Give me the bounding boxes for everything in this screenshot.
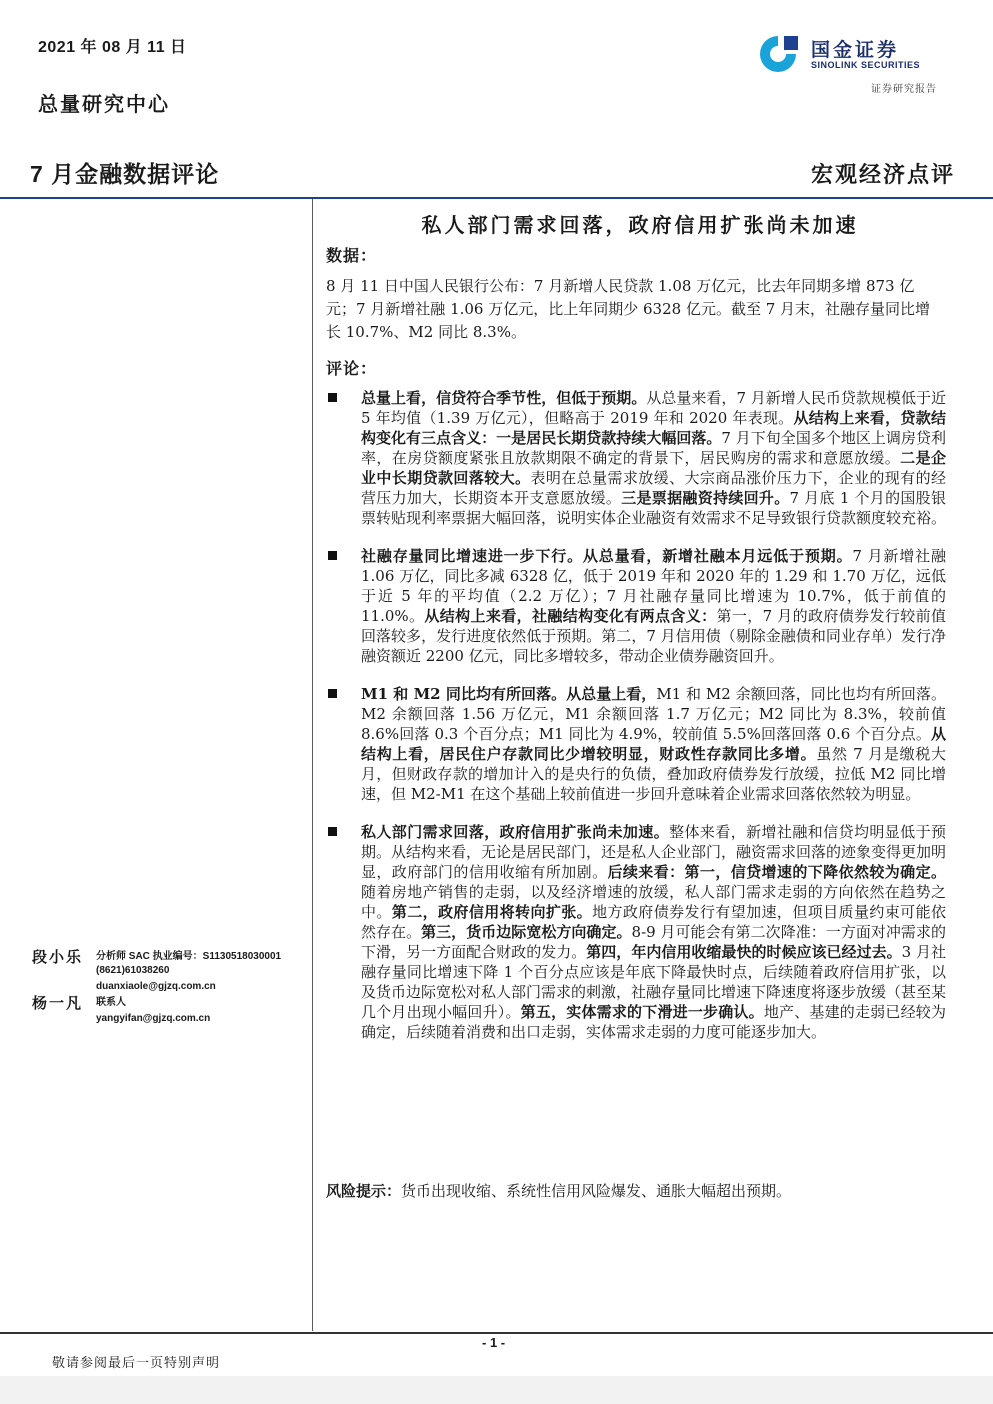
comment-text: 从总量来看，7 月新增人民币贷款规模低于近 5 年均值（1.39 万亿元），但略高于 2019 年和 2020 年表现。 bbox=[361, 389, 946, 427]
comment-item bbox=[326, 684, 946, 804]
comment-text: 第一，7 月的政府债券发行较前值回落较多，发行进度依然低于预期。第二，7 月信用债（剔除金融债和同业存单）发行净融资额近 2200 亿元，同比多增较多，带动企业债券融资回升。 bbox=[361, 607, 946, 665]
bullet-square-icon bbox=[328, 551, 337, 560]
report-date: 2021 年 08 月 11 日 bbox=[38, 39, 187, 56]
comment-text: 3 月社融存量同比增速下降 1 个百分点应该是年底下降最快时点，后续随着政府信用扩张，以及货币边际宽松对私人部门需求的刺激，社融存量同比增速下降速度将逐步放缓（甚至某几个月出现小幅回升）。 bbox=[361, 943, 947, 1021]
comment-text: M1 和 M2 余额回落，同比也均有所回落。M2 余额回落 1.56 万亿元，M1 余额回落 1.7 万亿元；M2 同比为 8.3%，较前值 8.6%回落 0.3 个百分点；M1 同比为 4.9%，较前值 5.5%回落回落 0.6 个百分点。 bbox=[361, 685, 946, 743]
comment-text: 整体来看，新增社融和信贷均明显低于预期。从结构来看，无论是居民部门，还是私人企业部门，融资需求回落的迹象变得更加明显，政府部门的信用收缩有所加剧。 bbox=[361, 823, 947, 881]
report-title: 7 月金融数据评论 bbox=[30, 161, 220, 187]
comment-bold: 社融存量同比增速进一步下行。从总量看，新增社融本月远低于预期。 bbox=[361, 547, 853, 565]
contact-name: 杨一凡 bbox=[32, 994, 84, 1012]
analyst-email[interactable]: duanxiaole@gjzq.com.cn bbox=[96, 981, 216, 992]
risk-label: 风险提示： bbox=[326, 1182, 402, 1200]
comment-text: 地产、基建的走弱已经较为确定，后续随着消费和出口走弱，实体需求走弱的力度可能逐步加大。 bbox=[361, 1003, 946, 1041]
footer-disclaimer: 敬请参阅最后一页特别声明 bbox=[52, 1356, 221, 1371]
risk-text: 货币出现收缩、系统性信用风险爆发、通胀大幅超出预期。 bbox=[401, 1182, 792, 1200]
contact-title: 联系人 bbox=[96, 997, 126, 1008]
comment-item bbox=[326, 388, 946, 528]
comment-bold: 第四，年内信用收缩最快的时候应该已经过去。 bbox=[586, 943, 902, 961]
headline: 私人部门需求回落，政府信用扩张尚未加速 bbox=[421, 213, 859, 237]
logo-en-text: SINOLINK SECURITIES bbox=[811, 60, 921, 70]
report-subtag: 证券研究报告 bbox=[871, 84, 937, 95]
comment-text: 7 月下旬全国多个地区上调房贷利率，在房贷额度紧张且放款期限不确定的背景下，居民购房的需求和意愿放缓。 bbox=[361, 429, 946, 467]
comment-text: 8-9 月可能会有第二次降准：一方面对冲需求的下滑，另一方面配合财政的发力。 bbox=[361, 923, 946, 961]
footer-divider bbox=[0, 1332, 993, 1334]
comment-item bbox=[326, 546, 946, 666]
comment-bold: 第三，货币边际宽松方向确定。 bbox=[421, 923, 632, 941]
data-paragraph: 8 月 11 日中国人民银行公布：7 月新增人民贷款 1.08 万亿元，比去年同期多增 873 亿元；7 月新增社融 1.06 万亿元，比上年同期少 6328 亿元。截至 7 月末，社融存量同比增长 10.7%、M2 同比 8.3%。 bbox=[326, 277, 931, 341]
comment-text: 7 月底 1 个月的国股银票转贴现利率票据大幅回落，说明实体企业融资有效需求不足导致银行贷款额度较充裕。 bbox=[361, 489, 947, 527]
comment-bold: 后续来看：第一，信贷增速的下降依然较为确定。 bbox=[607, 863, 946, 881]
bullet-square-icon bbox=[328, 689, 337, 698]
comment-list bbox=[326, 388, 946, 1042]
comment-text: 表明在总量需求放缓、大宗商品涨价压力下，企业的现有的经营压力加大，长期资本开支意愿放缓。 bbox=[361, 469, 946, 507]
report-type: 宏观经济点评 bbox=[810, 162, 955, 188]
comment-text: 随着房地产销售的走弱，以及经济增速的放缓，私人部门需求走弱的方向依然在趋势之中。 bbox=[361, 883, 946, 921]
analyst-name: 段小乐 bbox=[32, 948, 84, 966]
data-heading: 数据： bbox=[326, 246, 378, 265]
contact-info bbox=[96, 996, 306, 1026]
logo-cn-text: 国金证券 bbox=[811, 40, 900, 61]
comment-bold: 总量上看，信贷符合季节性，但低于预期。 bbox=[361, 389, 647, 407]
comment-bold: 二是企业中长期贷款回落较大。 bbox=[361, 449, 946, 487]
comment-bold: 从结构上来看，社融结构变化有两点含义： bbox=[424, 607, 717, 625]
comment-text: 地方政府债券发行有望加速，但项目质量约束可能依然存在。 bbox=[361, 903, 946, 941]
column-divider bbox=[312, 199, 313, 1331]
risk-note bbox=[326, 1180, 791, 1201]
analyst-info bbox=[96, 950, 306, 994]
comment-bold: 从结构上看，居民住户存款同比少增较明显，财政性存款同比多增。 bbox=[361, 725, 946, 763]
footer-band bbox=[0, 1376, 993, 1404]
comment-item bbox=[326, 822, 946, 1042]
logo-mark-icon bbox=[756, 32, 808, 76]
contact-email[interactable]: yangyifan@gjzq.com.cn bbox=[96, 1013, 211, 1024]
bullet-square-icon bbox=[328, 393, 337, 402]
comment-bold: 第二，政府信用将转向扩张。 bbox=[391, 903, 593, 921]
header-divider bbox=[0, 197, 993, 199]
bullet-square-icon bbox=[328, 827, 337, 836]
comment-bold: 私人部门需求回落，政府信用扩张尚未加速。 bbox=[361, 823, 670, 841]
page-number: - 1 - bbox=[482, 1335, 506, 1350]
comment-bold: M1 和 M2 同比均有所回落。从总量上看， bbox=[361, 685, 657, 703]
comment-bold: 第五，实体需求的下滑进一步确认。 bbox=[520, 1003, 764, 1021]
comment-text: 7 月新增社融 1.06 万亿，同比多减 6328 亿，低于 2019 年和 2020 年的 1.29 和 1.70 万亿，远低于近 5 年的平均值（2.2 万亿）；7 月社融存量同比增速为 10.7%，低于前值的 11.0%。 bbox=[361, 547, 946, 625]
analyst-phone: (8621)61038260 bbox=[96, 965, 170, 976]
analyst-title: 分析师 SAC 执业编号：S1130518030001 bbox=[96, 951, 282, 962]
research-center-label: 总量研究中心 bbox=[38, 92, 170, 116]
comment-bold: 三是票据融资持续回升。 bbox=[621, 489, 790, 507]
comment-heading: 评论： bbox=[326, 359, 378, 378]
comment-bold: 从结构上来看，贷款结构变化有三点含义：一是居民长期贷款持续大幅回落。 bbox=[361, 409, 946, 447]
comment-text: 虽然 7 月是缴税大月，但财政存款的增加计入的是央行的负债，叠加政府债券发行放缓，拉低 M2 同比增速，但 M2-M1 在这个基础上较前值进一步回升意味着企业需求回落依然较为明显。 bbox=[361, 745, 946, 803]
